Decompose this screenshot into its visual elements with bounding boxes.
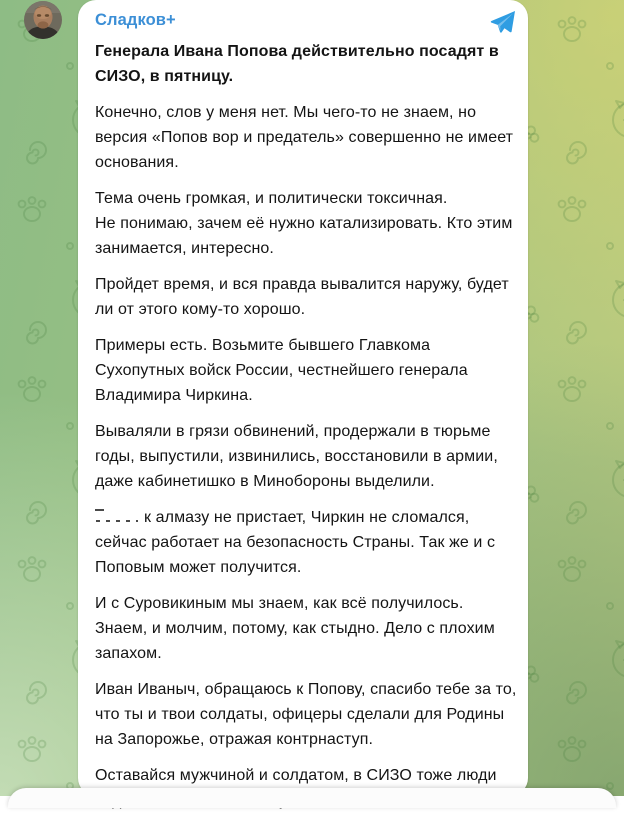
message-line: Тема очень громкая, и политически токсичная. (95, 190, 448, 207)
channel-name[interactable]: Сладков+ (95, 11, 176, 29)
censored-word (95, 508, 139, 522)
message-paragraph (95, 272, 512, 322)
message-line: И с Суровикиным мы знаем, как всё получилось. (95, 595, 464, 612)
message-line: запахом. (95, 645, 162, 662)
message-line: Поповым может получится. (95, 559, 302, 576)
message-line: Конечно, слов у меня нет. Мы чего-то не знаем, но (95, 104, 477, 121)
message-line: Вываляли в грязи обвинений, продержали в тюрьме (95, 423, 491, 440)
message-line: сейчас работает на безопасность Страны. Так же и с (95, 534, 496, 551)
message-line: занимается, интересно. (95, 240, 274, 257)
message-paragraph (95, 591, 512, 666)
message-paragraph (95, 333, 512, 408)
message-line: даже кабинетишко в Минобороны выделили. (95, 473, 435, 490)
message-bubble (78, 0, 528, 796)
message-paragraph (95, 677, 517, 752)
message-paragraph (95, 186, 512, 261)
message-paragraph (95, 419, 512, 494)
message-text (95, 39, 517, 813)
message-line: Генерала Ивана Попова действительно посадят в (95, 43, 499, 60)
message-line: на Запорожье, отражая контрнаступ. (95, 731, 374, 748)
message-line: Владимира Чиркина. (95, 387, 253, 404)
message-line: Примеры есть. Возьмите бывшего Главкома (95, 337, 431, 354)
message-line: основания. (95, 154, 179, 171)
message-line: версия «Попов вор и предатель» совершенно не имеет (95, 129, 514, 146)
message-line: Сухопутных войск России, честнейшего генерала (95, 362, 468, 379)
message-line: Оставайся мужчиной и солдатом, в СИЗО тоже люди (95, 767, 497, 784)
message-line: к алмазу не пристает, Чиркин не сломался, (95, 505, 512, 530)
avatar-photo-icon (24, 1, 62, 39)
message-line: Иван Иваныч, обращаюсь к Попову, спасибо тебе за то, (95, 681, 517, 698)
message-line: Пройдет время, и вся правда вывалится наружу, будет (95, 276, 509, 293)
message-paragraph (95, 100, 512, 175)
message-line: что ты и твои солдаты, офицеры сделали для Родины (95, 706, 505, 723)
message-line: СИЗО, в пятницу. (95, 68, 234, 85)
message-input-bar[interactable] (8, 788, 616, 808)
message-paragraph (95, 505, 512, 580)
message-paragraph (95, 39, 512, 89)
channel-avatar[interactable] (24, 1, 62, 39)
message-line: Не понимаю, зачем её нужно катализировать. Кто этим (95, 215, 513, 232)
message-line: Знаем, и молчим, потому, как стыдно. Дело с плохим (95, 620, 495, 637)
message-line: ли от этого кому-то хорошо. (95, 301, 306, 318)
message-line: годы, выпустили, извинились, восстановили в армии, (95, 448, 498, 465)
telegram-logo-icon[interactable] (490, 10, 516, 34)
